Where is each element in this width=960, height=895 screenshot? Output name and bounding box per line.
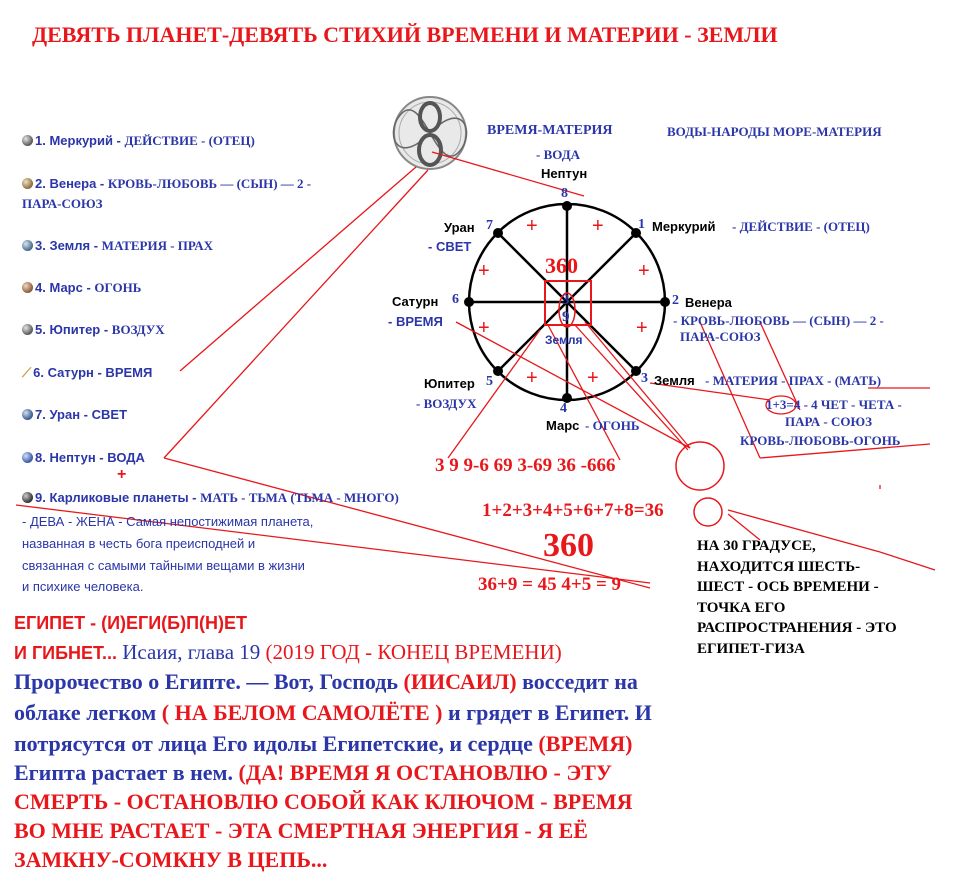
wheel-num-1: 1	[638, 217, 645, 232]
egypt-heading: ЕГИПЕТ - (И)ЕГИ(Б)П(Н)ЕТ	[14, 613, 248, 633]
wheel-elem-2b: ПАРА-СОЮЗ	[680, 329, 761, 344]
node-7	[493, 228, 503, 238]
node-6	[464, 297, 474, 307]
planet-icon	[22, 178, 33, 189]
note-line: НА 30 ГРАДУСЕ,	[697, 538, 816, 554]
planet-item-9: 9. Карликовые планеты - МАТЬ - ТЬМА (ТЬМА - МНОГО)	[22, 490, 399, 506]
planet-icon	[22, 452, 33, 463]
center-9: 9	[562, 309, 570, 325]
planet-icon	[22, 409, 33, 420]
wheel-num-5: 5	[486, 374, 493, 389]
planet-item-7: 7. Уран - СВЕТ	[22, 407, 127, 422]
plus-sign: +	[592, 215, 604, 237]
circle-36	[694, 498, 722, 526]
egypt-line-6: Египта растает в нем. (ДА! ВРЕМЯ Я ОСТАНОВЛЮ - ЭТУ	[14, 760, 613, 785]
wheel-num-8: 8	[561, 186, 568, 201]
formula-blood: КРОВЬ-ЛЮБОВЬ-ОГОНЬ	[740, 433, 901, 448]
wheel-elem-1: - ДЕЙСТВИЕ - (ОТЕЦ)	[732, 219, 870, 234]
planet-icon	[22, 324, 33, 335]
planet-icon	[22, 282, 33, 293]
egypt-line-7: СМЕРТЬ - ОСТАНОВЛЮ СОБОЙ КАК КЛЮЧОМ - ВРЕМЯ	[14, 789, 633, 814]
wheel-num-4: 4	[560, 401, 567, 416]
wheel-elem-4: - ОГОНЬ	[585, 418, 640, 433]
number-sequence: 3 9 9-6 69 3-69 36 -666	[435, 455, 616, 476]
planet-item-8: 8. Нептун - ВОДА	[22, 450, 145, 465]
node-8	[562, 201, 572, 211]
center-360: 360	[545, 253, 578, 278]
saturn-icon: ⟋	[22, 365, 32, 380]
wheel-name-6: Сатурн	[392, 294, 439, 309]
planet9-desc-1: - ДЕВА - ЖЕНА - Самая непостижимая планета,	[22, 514, 314, 529]
wheel-elem-2: - КРОВЬ-ЛЮБОВЬ — (СЫН) — 2 -	[673, 313, 884, 328]
planet-item-2: 2. Венера - КРОВЬ-ЛЮБОВЬ — (СЫН) — 2 -	[22, 176, 311, 192]
planet-item-1: 1. Меркурий - ДЕЙСТВИЕ - (ОТЕЦ)	[22, 133, 255, 149]
planet-item-2-cont: ПАРА-СОЮЗ	[22, 196, 103, 211]
wheel-name-1: Меркурий	[652, 219, 716, 234]
note-line: ТОЧКА ЕГО	[697, 599, 786, 616]
node-3	[631, 366, 641, 376]
egypt-line-4: облаке легком ( НА БЕЛОМ САМОЛЁТЕ ) и грядет в Египет. И	[14, 700, 652, 725]
formula-pair: ПАРА - СОЮЗ	[785, 414, 872, 429]
page-title: ДЕВЯТЬ ПЛАНЕТ-ДЕВЯТЬ СТИХИЙ ВРЕМЕНИ И МАТЕРИИ - ЗЕМЛИ	[32, 22, 778, 47]
note-line: ШЕСТ - ОСЬ ВРЕМЕНИ -	[697, 579, 879, 595]
note-line: РАСПРОСТРАНЕНИЯ - ЭТО	[697, 620, 897, 636]
caption-time-matter: ВРЕМЯ-МАТЕРИЯ	[487, 123, 613, 138]
center-3: 3	[562, 292, 570, 308]
node-5	[493, 366, 503, 376]
wheel-name-7: Уран	[444, 220, 475, 235]
wheel-name-8: Нептун	[541, 166, 588, 181]
planet-icon	[22, 492, 33, 503]
plus-sign: +	[117, 466, 127, 483]
wheel-elem-7: - СВЕТ	[428, 239, 472, 254]
plus-sign: +	[636, 317, 648, 339]
wheel-num-3: 3	[641, 371, 648, 386]
egypt-line-2: И ГИБНЕТ... Исаия, глава 19 (2019 ГОД - КОНЕЦ ВРЕМЕНИ)	[14, 640, 562, 664]
planet-icon	[22, 240, 33, 251]
formula-1-3: 1+3=4 - 4 ЧЕТ - ЧЕТА -	[766, 397, 902, 412]
center-label-earth: Земля	[545, 333, 583, 347]
planet9-desc-4: и психике человека.	[22, 579, 144, 594]
wheel-num-2: 2	[672, 293, 679, 308]
note-line: НАХОДИТСЯ ШЕСТЬ-	[697, 558, 861, 575]
node-2	[660, 297, 670, 307]
equation-45: 36+9 = 45 4+5 = 9	[478, 574, 622, 595]
egypt-line-8: ВО МНЕ РАСТАЕТ - ЭТА СМЕРТНАЯ ЭНЕРГИЯ - Я ЕЁ	[14, 818, 588, 843]
caption-water: - ВОДА	[536, 147, 581, 162]
wheel-name-5: Юпитер	[424, 376, 475, 391]
sum-formula: 1+2+3+4+5+6+7+8=36	[482, 500, 664, 521]
note-line: ЕГИПЕТ-ГИЗА	[697, 640, 805, 657]
planet-item-3: 3. Земля - МАТЕРИЯ - ПРАХ	[22, 238, 213, 254]
wheel-num-7: 7	[486, 218, 493, 233]
egypt-line-9: ЗАМКНУ-СОМКНУ В ЦЕПЬ...	[14, 847, 328, 872]
plus-sign: +	[526, 367, 538, 389]
wheel-name-4: Марс	[546, 418, 580, 433]
wheel-elem-3: - МАТЕРИЯ - ПРАХ - (МАТЬ)	[705, 373, 882, 388]
big-360: 360	[543, 527, 594, 564]
planet9-desc-3: связанная с самыми тайными вещами в жизни	[22, 558, 305, 573]
wheel-elem-5: - ВОЗДУХ	[416, 396, 477, 411]
planet-item-6: ⟋ 6. Сатурн - ВРЕМЯ	[22, 365, 153, 380]
wheel-num-6: 6	[452, 292, 459, 307]
egypt-line-3: Пророчество о Египте. — Вот, Господь (ИИСАИЛ) восседит на	[14, 669, 638, 694]
plus-sign: +	[478, 317, 490, 339]
planet-item-5: 5. Юпитер - ВОЗДУХ	[22, 322, 165, 338]
plus-sign: +	[638, 260, 650, 282]
planet9-desc-2: названная в честь бога преисподней и	[22, 536, 256, 551]
planet-item-4: 4. Марс - ОГОНЬ	[22, 280, 141, 296]
plus-sign: +	[478, 260, 490, 282]
plus-sign: +	[526, 215, 538, 237]
circle-666	[676, 442, 724, 490]
egypt-line-5: потрясутся от лица Его идолы Египетские, и сердце (ВРЕМЯ)	[14, 731, 633, 756]
thirty-degree-note	[697, 536, 897, 659]
wheel-name-3: Земля	[654, 373, 695, 388]
planet-icon	[22, 135, 33, 146]
plus-sign: +	[587, 367, 599, 389]
wheel-name-2: Венера	[685, 295, 732, 310]
caption-waters: ВОДЫ-НАРОДЫ МОРЕ-МАТЕРИЯ	[667, 124, 882, 139]
wheel-elem-6: - ВРЕМЯ	[388, 314, 443, 329]
